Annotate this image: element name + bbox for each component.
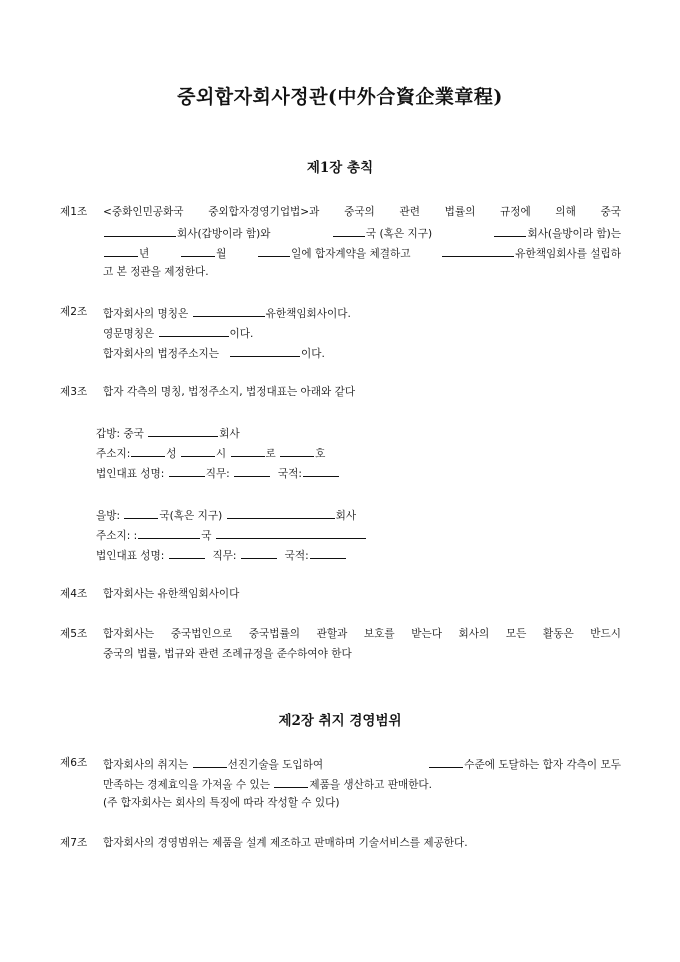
blank-line: [193, 757, 227, 768]
text: 월: [216, 248, 227, 260]
party-a-name: [96, 426, 240, 441]
text: 법인대표 성명:: [96, 468, 165, 480]
article-2-line-2: [103, 326, 253, 341]
article-4-line-1: 합자회사는 유한책임회사이다: [103, 588, 240, 600]
article-5-line-2: 중국의 법률, 법규와 관련 조례규정을 준수하여야 한다: [103, 648, 352, 660]
blank-line: [104, 226, 176, 237]
party-a-address: [96, 446, 325, 461]
document-title: 중외합자회사정관(中外合資企業章程): [177, 86, 503, 108]
article-7-line-1: 합자회사의 경영범위는 제품을 설계 제조하고 판매하며 기술서비스를 제공한다.: [103, 837, 468, 849]
text: 국적:: [277, 468, 302, 480]
article-3-label: 제3조: [60, 386, 88, 398]
blank-line: [181, 446, 215, 457]
text: 을방:: [96, 510, 121, 522]
chapter-1-heading: 제1장 총칙: [306, 160, 374, 176]
article-5-label: 제5조: [60, 628, 88, 640]
text: 만족하는 경제효익을 가져올 수 있는: [103, 779, 270, 791]
text: 국 (혹은 지구): [365, 228, 433, 240]
blank-line: [303, 466, 339, 477]
blank-line: [181, 246, 215, 257]
chapter-2-heading: 제2장 취지 경영범위: [278, 713, 402, 729]
text: 회사: [335, 510, 357, 522]
article-2-line-1: [103, 306, 351, 321]
blank-line: [104, 246, 138, 257]
article-6-line-1: [103, 757, 621, 772]
text: 국(혹은 지구): [159, 510, 223, 522]
article-4-label: 제4조: [60, 588, 88, 600]
blank: [332, 226, 432, 241]
blank-line: [274, 777, 308, 788]
text: 갑방: 중국: [96, 428, 144, 440]
text: 영문명칭은: [103, 328, 155, 340]
blank-line: [280, 446, 314, 457]
text: 이다.: [301, 348, 325, 360]
article-1-line-1: <중화인민공화국 중외합자경영기업법>과 중국의 관련 법률의 규정에 의해 중국: [103, 206, 621, 218]
blank-line: [169, 466, 205, 477]
blank-line: [234, 466, 270, 477]
blank-line: [241, 548, 277, 559]
text: 유한책임회사이다.: [265, 308, 351, 320]
article-1-label: 제1조: [60, 206, 88, 218]
article-2-line-3: [103, 346, 325, 361]
blank-line: [310, 548, 346, 559]
blank-line: [216, 528, 366, 539]
text: 수준에 도달하는 합자 각측이 모두: [464, 759, 621, 771]
text: 회사(을방이라 함)는: [527, 228, 621, 240]
text: 주소지: :: [96, 530, 138, 542]
blank-line: [231, 446, 265, 457]
article-6-line-3: (주 합자회사는 회사의 특징에 따라 작성할 수 있다): [103, 797, 340, 809]
party-b-name: [96, 508, 356, 523]
blank-line: [131, 446, 165, 457]
party-b-representative: [96, 548, 347, 563]
text: 합자회사의 법정주소지는: [103, 348, 219, 360]
text: 호: [315, 448, 326, 460]
blank-line: [193, 306, 265, 317]
text: 년: [139, 248, 150, 260]
blank-line: [227, 508, 335, 519]
blank-line: [494, 226, 526, 237]
blank-line: [124, 508, 158, 519]
text: 직무:: [212, 550, 237, 562]
blank-line: [169, 548, 205, 559]
blank-line: [148, 426, 218, 437]
blank: [493, 226, 621, 241]
article-1-line-3: [103, 246, 621, 261]
text: 제품을 생산하고 판매한다.: [309, 779, 433, 791]
article-7-label: 제7조: [60, 837, 88, 849]
article-6-label: 제6조: [60, 757, 88, 769]
text: 시: [215, 448, 227, 460]
text: 일에 합자계약을 체결하고: [291, 248, 411, 260]
text: 이다.: [229, 328, 254, 340]
text: 국적:: [284, 550, 309, 562]
text: 직무:: [205, 468, 230, 480]
article-1-line-4: 고 본 정관을 제정한다.: [103, 266, 209, 278]
article-5-line-1: 합자회사는 중국법인으로 중국법률의 관할과 보호를 받는다 회사의 모든 활동은 반드시: [103, 628, 621, 640]
text: 선진기술을 도입하여: [227, 759, 324, 771]
blank: [103, 226, 271, 241]
blank-line: [258, 246, 290, 257]
blank-line: [230, 346, 300, 357]
article-1-line-2: [103, 226, 621, 241]
text: 합자회사의 취지는: [103, 759, 189, 771]
blank-line: [138, 528, 200, 539]
article-2-label: 제2조: [60, 306, 88, 318]
text: 로: [265, 448, 276, 460]
article-3-line-1: 합자 각측의 명칭, 법정주소지, 법정대표는 아래와 같다: [103, 386, 356, 398]
text: 회사: [219, 428, 240, 440]
text: 법인대표 성명:: [96, 550, 165, 562]
blank-line: [429, 757, 463, 768]
blank-line: [442, 246, 514, 257]
article-6-line-2: [103, 777, 432, 792]
text: 유한책임회사를 설립하: [515, 248, 621, 260]
blank-line: [159, 326, 229, 337]
blank-line: [333, 226, 365, 237]
text: 회사(갑방이라 함)와: [177, 228, 271, 240]
text: 국: [201, 530, 212, 542]
party-a-representative: [96, 466, 340, 481]
party-b-address: [96, 528, 367, 543]
text: 합자회사의 명칭은: [103, 308, 189, 320]
text: 성: [166, 448, 177, 460]
text: 주소지:: [96, 448, 131, 460]
